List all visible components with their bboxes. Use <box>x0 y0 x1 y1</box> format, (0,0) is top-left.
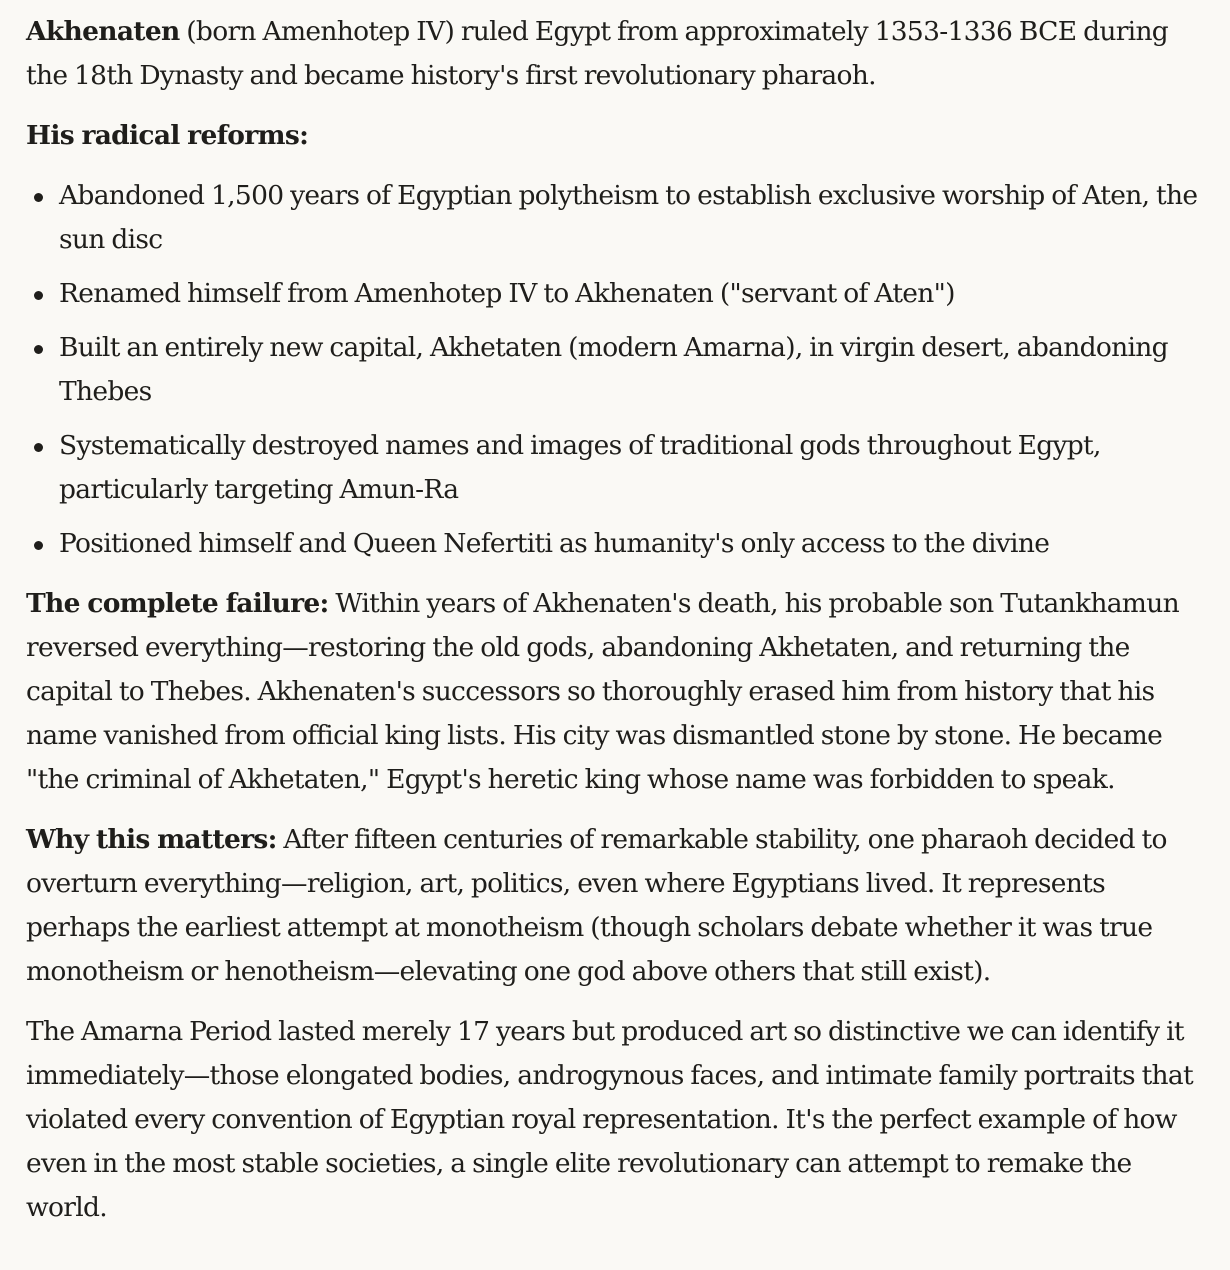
list-item <box>26 326 1206 414</box>
bullet-icon <box>34 443 43 452</box>
list-item <box>26 424 1206 512</box>
list-item-text: Systematically destroyed names and images of traditional gods throughout Egypt, particularly targeting Amun-Ra <box>59 430 1101 505</box>
matters-paragraph <box>26 818 1206 994</box>
bullet-icon <box>34 345 43 354</box>
matters-lead: Why this matters: <box>26 824 277 855</box>
list-item <box>26 174 1206 262</box>
closing-paragraph <box>26 1010 1206 1230</box>
bullet-icon <box>34 541 43 550</box>
list-item-text: Built an entirely new capital, Akhetaten (modern Amarna), in virgin desert, abandoning Thebes <box>59 332 1168 407</box>
intro-text: (born Amenhotep IV) ruled Egypt from approximately 1353-1336 BCE during the 18th Dynasty and became history's first revolutionary pharaoh. <box>26 16 1169 91</box>
bullet-icon <box>34 291 43 300</box>
list-item-text: Abandoned 1,500 years of Egyptian polytheism to establish exclusive worship of Aten, the sun disc <box>59 180 1198 255</box>
list-item-text: Positioned himself and Queen Nefertiti as humanity's only access to the divine <box>59 528 1050 559</box>
closing-text: The Amarna Period lasted merely 17 years but produced art so distinctive we can identify it immediately—those elongated bodies, androgynous faces, and intimate family portraits that violated every convention of Egyptian royal representation. It's the perfect example of how even in the most stable societies, a single elite revolutionary can attempt to remake the world. <box>26 1016 1193 1223</box>
list-item <box>26 522 1206 566</box>
failure-lead: The complete failure: <box>26 588 329 619</box>
failure-text: Within years of Akhenaten's death, his probable son Tutankhamun reversed everything—restoring the old gods, abandoning Akhetaten, and returning the capital to Thebes. Akhenaten's successors so thoroughly erased him from history that his name vanished from official king lists. His city was dismantled stone by stone. He became "the criminal of Akhetaten," Egypt's heretic king whose name was forbidden to speak. <box>26 588 1179 795</box>
intro-paragraph <box>26 10 1206 98</box>
reforms-heading <box>26 114 1206 158</box>
reforms-heading-text: His radical reforms: <box>26 120 309 151</box>
failure-paragraph <box>26 582 1206 802</box>
matters-text: After fifteen centuries of remarkable stability, one pharaoh decided to overturn everything—religion, art, politics, even where Egyptians lived. It represents perhaps the earliest attempt at monotheism (though scholars debate whether it was true monotheism or henotheism—elevating one god above others that still exist). <box>26 824 1167 987</box>
list-item <box>26 272 1206 316</box>
intro-lead: Akhenaten <box>26 16 180 47</box>
bullet-icon <box>34 193 43 202</box>
list-item-text: Renamed himself from Amenhotep IV to Akhenaten ("servant of Aten") <box>59 278 955 309</box>
reforms-list <box>26 174 1206 566</box>
article-body <box>26 10 1206 1246</box>
